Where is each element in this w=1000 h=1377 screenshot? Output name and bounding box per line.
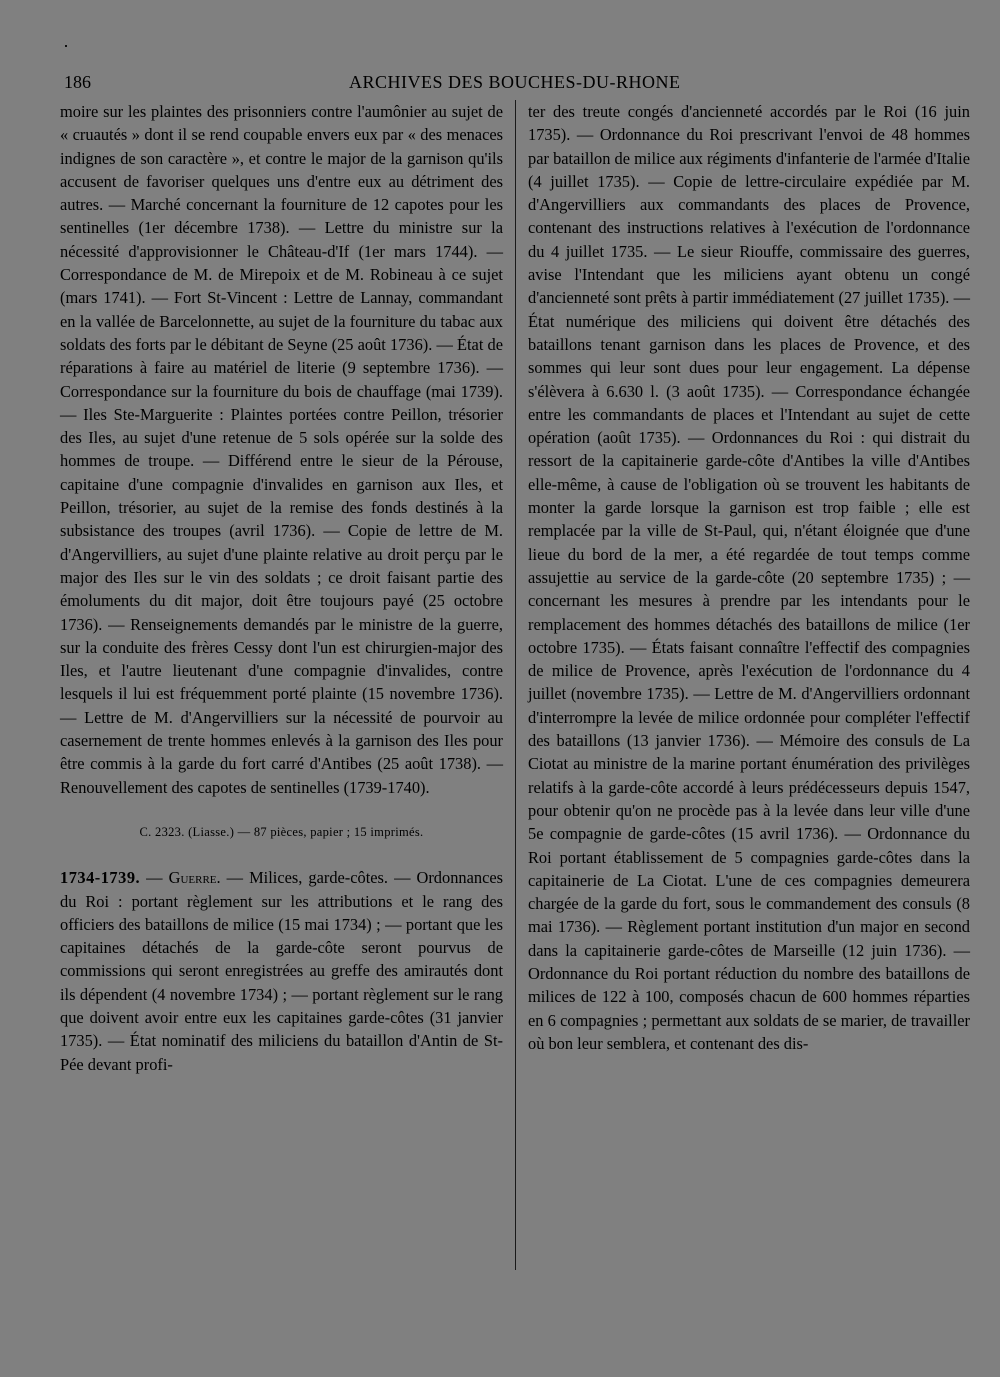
entry-subject: Guerre.: [168, 868, 221, 888]
page-header: [64, 72, 944, 98]
source-note: C. 2323. (Liasse.) — 87 pièces, papier ; 15 imprimés.: [139, 824, 424, 839]
entry-text: — Milices, garde-côtes. — Ordonnances du Roi : portant règlement sur les attributions et le rang des officiers des bataillons de milice (15 mai 1734) ; — portant que les capitaines détachés de la garde-côte seront pourvus de commissions qui seront enregistrées au greffe des amirautés dont ils dépendent (4 novembre 1734) ; — portant règlement sur le rang que doivent avoir entre eux les capitaines garde-côtes (31 janvier 1735). — État nominatif des miliciens du bataillon d'Antin de St-Pée devant profi-: [60, 868, 503, 1074]
page-number: 186: [64, 72, 91, 92]
entry-date: 1734-1739.: [60, 868, 141, 888]
entry-paragraph: 1734-1739. — Guerre. — Milices, garde-côtes. — Ordonnances du Roi : portant règlement sur les attributions et le rang des officiers des bataillons de milice (15 mai 1734) ; — portant que les capitaines détachés de la garde-côte seront pourvus de commissions qui seront enregistrées au greffe des amirautés dont ils dépendent (4 novembre 1734) ; — portant règlement sur le rang que doivent avoir entre eux les capitaines garde-côtes (31 janvier 1735). — État nominatif des miliciens du bataillon d'Antin de St-Pée devant profi-: [60, 868, 503, 1074]
right-column-paragraph: ter des treute congés d'ancienneté accordés par le Roi (16 juin 1735). — Ordonnance du Roi prescrivant l'envoi de 48 hommes par bataillon de milice aux régiments d'infanterie de l'armée d'Italie (4 juillet 1735). — Copie de lettre-circulaire expédiée par M. d'Angervilliers aux commandants des places de Provence, contenant des instructions relatives à l'exécution de l'ordonnance du 4 juillet 1735. — Le sieur Riouffe, commissaire des guerres, avise l'Intendant que les miliciens ayant obtenu un congé d'ancienneté sont prêts à partir immédiatement (27 juillet 1735). — État numérique des miliciens qui doivent être détachés des bataillons tenant garnison dans les places de Provence, et des sommes qui leur sont dues pour leur engagement. La dépense s'élèvera à 6.630 l. (3 août 1735). — Correspondance échangée entre les commandants de places et l'Intendant au sujet de cette opération (août 1735). — Ordonnances du Roi : qui distrait du ressort de la capitainerie garde-côte d'Antibes la ville d'Antibes elle-même, à cause de l'obligation où se trouvent les habitants de monter la garde lorsque la garnison est trop faible ; elle est remplacée par la ville de St-Paul, qui, n'étant éloignée que d'une lieue du bord de la mer, a été regardée de tout temps comme assujettie au service de la garde-côte (20 septembre 1735) ; — concernant les mesures à prendre par les intendants pour le remplacement des hommes détachés des bataillons de milice (1er octobre 1735). — États faisant connaître l'effectif des compagnies de milice de Provence, après l'exécution de l'ordonnance du 4 juillet (novembre 1735). — Lettre de M. d'Angervilliers ordonnant d'interrompre la levée de milice ordonnée pour compléter l'effectif des bataillons (13 janvier 1736). — Mémoire des consuls de La Ciotat au ministre de la marine portant énumération des privilèges relatifs à la garde-côte accordé à leurs prédécesseurs depuis 1547, pour obtenir qu'on ne procède pas à la levée dans leur ville d'une 5e compagnie de garde-côtes (15 avril 1736). — Ordonnance du Roi portant établissement de 5 compagnies garde-côtes dans la capitainerie de La Ciotat. L'une de ces compagnies demeurera chargée de la garde du fort, sous le commandement des consuls (8 mai 1736). — Règlement portant institution d'un major en second dans la capitainerie garde-côtes de Marseille (12 juin 1736). — Ordonnance du Roi portant réduction du nombre des bataillons de milices de 122 à 100, composés chacun de 600 hommes réparties en 6 compagnies ; permettant aux soldats de se marier, de travailler où bon leur semblera, et contenant des dis-: [528, 102, 970, 1053]
running-title: ARCHIVES DES BOUCHES-DU-RHONE: [349, 72, 681, 92]
left-column-paragraph: moire sur les plaintes des prisonniers contre l'aumônier au sujet de « cruautés » dont il se rend coupable envers eux par « des menaces indignes de son caractère », et contre le major de la garnison qu'ils accusent de favoriser quelques uns d'entre eux au détriment des autres. — Marché concernant la fourniture de 12 capotes pour les sentinelles (1er décembre 1738). — Lettre du ministre sur la nécessité d'approvisionner le Château-d'If (1er mars 1744). — Correspondance de M. de Mirepoix et de M. Robineau à ce sujet (mars 1741). — Fort St-Vincent : Lettre de Lannay, commandant en la vallée de Barcelonnette, au sujet de la fourniture du tabac aux soldats des forts par le débitant de Seyne (25 août 1736). — État de réparations à faire au matériel de literie (9 septembre 1736). — Correspondance sur la fourniture du bois de chauffage (mai 1739). — Iles Ste-Marguerite : Plaintes portées contre Peillon, trésorier des Iles, au sujet d'une retenue de 5 sols opérée sur la solde des hommes de troupe. — Différend entre le sieur de la Pérouse, capitaine d'une compagnie d'invalides en garnison aux Iles, et Peillon, trésorier, au sujet de la remise des fonds destinés à la subsistance des troupes (avril 1736). — Copie de lettre de M. d'Angervilliers, au sujet d'une plainte relative au droit perçu par le major des Iles sur le vin des soldats ; ce droit faisant partie des émoluments du dit major, doit être toujours payé (25 octobre 1736). — Renseignements demandés par le ministre de la guerre, sur la conduite des frères Cessy dont l'un est chirurgien-major des Iles, et l'autre lieutenant d'une compagnie d'invalides, contre lesquels il lui est fréquemment porté plainte (15 novembre 1736). — Lettre de M. d'Angervilliers sur la nécessité de pourvoir au casernement de trente hommes enlevés à la garnison des Iles pour être commis à la garde du fort carré d'Antibes (25 août 1738). — Renouvellement des capotes de sentinelles (1739-1740).: [60, 102, 503, 797]
column-divider: [515, 100, 516, 1270]
left-column: [60, 100, 503, 1076]
right-column: [528, 100, 970, 1055]
stray-mark: [65, 45, 67, 47]
